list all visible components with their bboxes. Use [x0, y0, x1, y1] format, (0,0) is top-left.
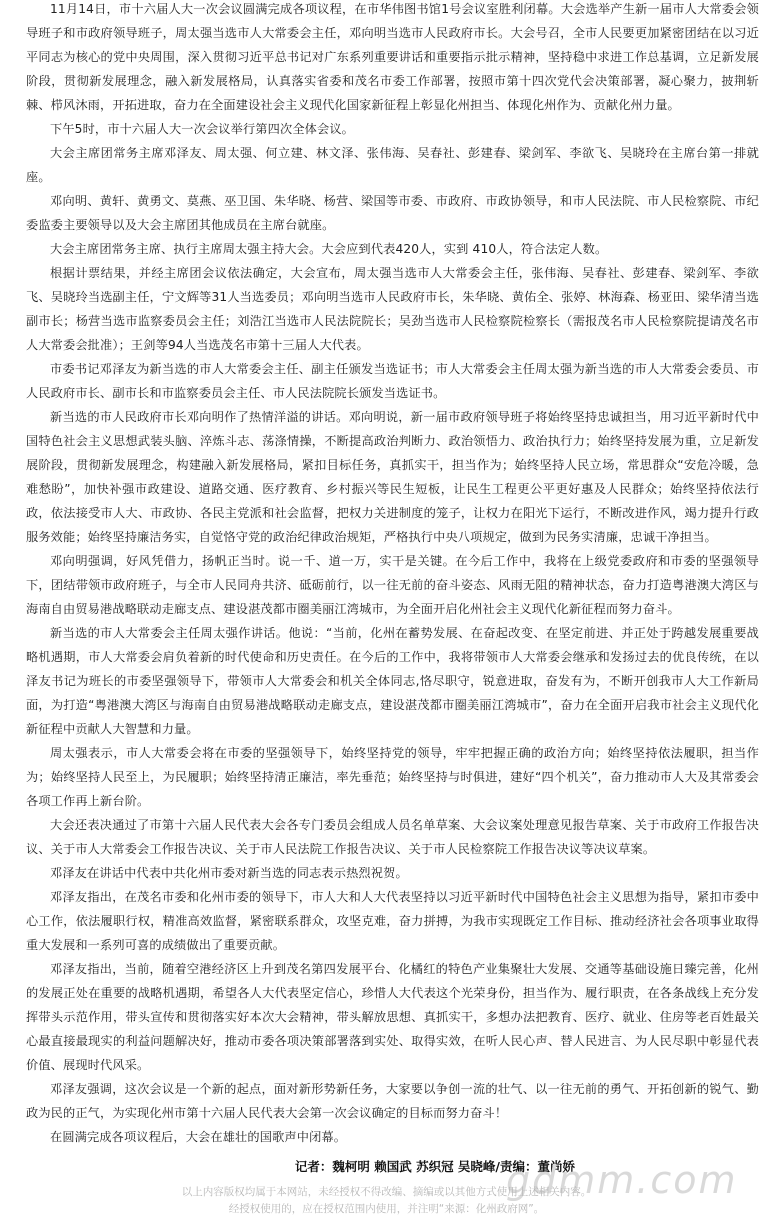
article-paragraph-2: 下午5时，市十六届人大一次会议举行第四次全体会议。 [50, 122, 355, 136]
article-paragraph-16: 邓泽友强调，这次会议是一个新的起点，面对新形势新任务，大家要以争创一流的壮气、以一往无前的勇气、开拓创新的锐气、勤政为民的正气，为实现化州市第十六届人民代表大会第一次会议确定的目标而努力奋斗！ [26, 1082, 759, 1120]
article-paragraph-10: 新当选的市人大常委会主任周太强作讲话。他说：“当前，化州在蓄势发展、在奋起改变、在坚定前进、并正处于跨越发展重要战略机遇期，市人大常委会肩负着新的时代使命和历史责任。在今后的工作中，我将带领市人大常委会继承和发扬过去的优良传统，在以泽友书记为班长的市委坚强领导下，带领市人大常委会和机关全体同志,恪尽职守，锐意进取，奋发有为，不断开创我市人大工作新局面，为打造“粤港澳大湾区与海南自由贸易港战略联动走廊支点，建设湛茂都市圈美丽江湾城市”，奋力在全面开启我市社会主义现代化新征程中贡献人大智慧和力量。 [26, 626, 759, 736]
article-paragraph-11: 周太强表示，市人大常委会将在市委的坚强领导下，始终坚持党的领导，牢牢把握正确的政治方向；始终坚持依法履职，担当作为；始终坚持人民至上，为民履职；始终坚持清正廉洁，率先垂范；始终坚持与时俱进，建好“四个机关”，奋力推动市人大及其常委会各项工作再上新台阶。 [26, 746, 759, 808]
article-paragraph-7: 市委书记邓泽友为新当选的市人大常委会主任、副主任颁发当选证书；市人大常委会主任周太强为新当选的市人大常委会委员、市人民政府市长、副市长和市监察委员会主任、市人民法院院长颁发当选证书。 [26, 362, 759, 400]
article-paragraph-17: 在圆满完成各项议程后，大会在雄壮的国歌声中闭幕。 [50, 1130, 347, 1144]
article-paragraph-9: 邓向明强调，好风凭借力，扬帆正当时。说一千、道一万，实干是关键。在今后工作中，我将在上级党委政府和市委的坚强领导下，团结带领市政府班子，与全市人民同舟共济、砥砺前行，以一往无前的奋斗姿态、风雨无阻的精神状态，奋力打造粤港澳大湾区与海南自由贸易港战略联动走廊支点、建设湛茂都市圈美丽江湾城市，为全面开启化州社会主义现代化新征程而努力奋斗。 [26, 554, 759, 616]
article-paragraph-12: 大会还表决通过了市第十六届人民代表大会各专门委员会组成人员名单草案、大会议案处理意见报告草案、关于市政府工作报告决议、关于市人大常委会工作报告决议、关于市人民法院工作报告决议、关于市人民检察院工作报告决议等决议草案。 [26, 818, 759, 856]
copyright-footer [0, 1184, 773, 1218]
copyright-line-1: 以上内容版权均属于本网站，未经授权不得改编、摘编或以其他方式使用上述相关内容。 [181, 1186, 592, 1198]
article-paragraph-5: 大会主席团常务主席、执行主席周太强主持大会。大会应到代表420人，实到 410人，符合法定人数。 [50, 242, 608, 256]
article-paragraph-4: 邓向明、黄轩、黄勇文、莫燕、巫卫国、朱华晓、杨营、梁国等市委、市政府、市政协领导，和市人民法院、市人民检察院、市纪委监委主要领导以及大会主席团其他成员在主席台就座。 [26, 194, 759, 232]
article-paragraph-15: 邓泽友指出，当前，随着空港经济区上升到茂名第四发展平台、化橘红的特色产业集聚壮大发展、交通等基础设施日臻完善，化州的发展正处在重要的战略机遇期，希望各人大代表坚定信心，珍惜人大代表这个光荣身份，担当作为、履行职责，在各条战线上充分发挥带头示范作用，带头宣传和贯彻落实好本次大会精神，带头解放思想、真抓实干，多想办法把教育、医疗、就业、住房等老百姓最关心最直接最现实的利益问题解决好，推动市委各项决策部署落到实处、取得实效，在听人民心声、替人民进言、为人民尽职中彰显代表价值、展现时代风采。 [26, 962, 759, 1072]
copyright-line-2: 经授权使用的，应在授权范围内使用，并注明“来源：化州政府网”。 [228, 1203, 545, 1215]
article-paragraph-1: 11月14日，市十六届人大一次会议圆满完成各项议程，在市华伟图书馆1号会议室胜利闭幕。大会选举产生新一届市人大常委会领导班子和市政府领导班子，周太强当选市人大常委会主任，邓向明当选市人民政府市长。大会号召，全市人民要更加紧密团结在以习近平同志为核心的党中央周围，深入贯彻习近平总书记对广东系列重要讲话和重要指示批示精神，坚持稳中求进工作总基调，立足新发展阶段，贯彻新发展理念，融入新发展格局，认真落实省委和茂名市委工作部署，按照市第十四次党代会决策部署，凝心聚力，披荆斩棘、栉风沐雨，开拓进取，奋力在全面建设社会主义现代化国家新征程上彰显化州担当、体现化州作为、贡献化州力量。 [26, 2, 759, 112]
article-paragraph-8: 新当选的市人民政府市长邓向明作了热情洋溢的讲话。邓向明说，新一届市政府领导班子将始终坚持忠诚担当，用习近平新时代中国特色社会主义思想武装头脑、淬炼斗志、荡涤情操，不断提高政治判断力、政治领悟力、政治执行力；始终坚持发展为重，立足新发展阶段，贯彻新发展理念，构建融入新发展格局，紧扣目标任务，真抓实干，担当作为；始终坚持人民立场，常思群众“安危冷暖，急难愁盼”，加快补强市政建设、道路交通、医疗教育、乡村振兴等民生短板，让民生工程更公平更好惠及人民群众；始终坚持依法行政，依法接受市人大、市政协、各民主党派和社会监督，把权力关进制度的笼子，让权力在阳光下运行，不断改进作风，竭力提升行政服务效能；始终坚持廉洁务实，自觉恪守党的政治纪律政治规矩，严格执行中央八项规定，做到为民务实清廉，忠诚干净担当。 [26, 410, 759, 544]
site-watermark: gdmm.com [506, 1158, 738, 1202]
article-paragraph-13: 邓泽友在讲话中代表中共化州市委对新当选的同志表示热烈祝贺。 [50, 866, 408, 880]
byline: 记者：魏柯明 赖国武 苏织冠 吴晓峰/责编：董尚娇 [294, 1159, 575, 1174]
article-paragraph-6: 根据计票结果，并经主席团会议依法确定，大会宣布，周太强当选市人大常委会主任，张伟海、吴春社、彭建春、梁剑军、李欲飞、吴晓玲当选副主任，宁文辉等31人当选委员；邓向明当选市人民政府市长，朱华晓、黄佑全、张婷、林海森、杨亚田、梁华清当选副市长；杨营当选市监察委员会主任；刘浩江当选市人民法院院长；吴劲当选市人民检察院检察长（需报茂名市人民检察院提请茂名市人大常委会批准）；王剑等94人当选茂名市第十三届人大代表。 [26, 266, 759, 352]
article-paragraph-14: 邓泽友指出，在茂名市委和化州市委的领导下，市人大和人大代表坚持以习近平新时代中国特色社会主义思想为指导，紧扣市委中心工作，依法履职行权，精准高效监督，紧密联系群众，攻坚克难，奋力拼搏，为我市实现既定工作目标、推动经济社会各项事业取得重大发展和一系列可喜的成绩做出了重要贡献。 [26, 890, 759, 952]
article-paragraph-3: 大会主席团常务主席邓泽友、周太强、何立建、林文泽、张伟海、吴春社、彭建春、梁剑军、李欲飞、吴晓玲在主席台第一排就座。 [26, 146, 759, 184]
